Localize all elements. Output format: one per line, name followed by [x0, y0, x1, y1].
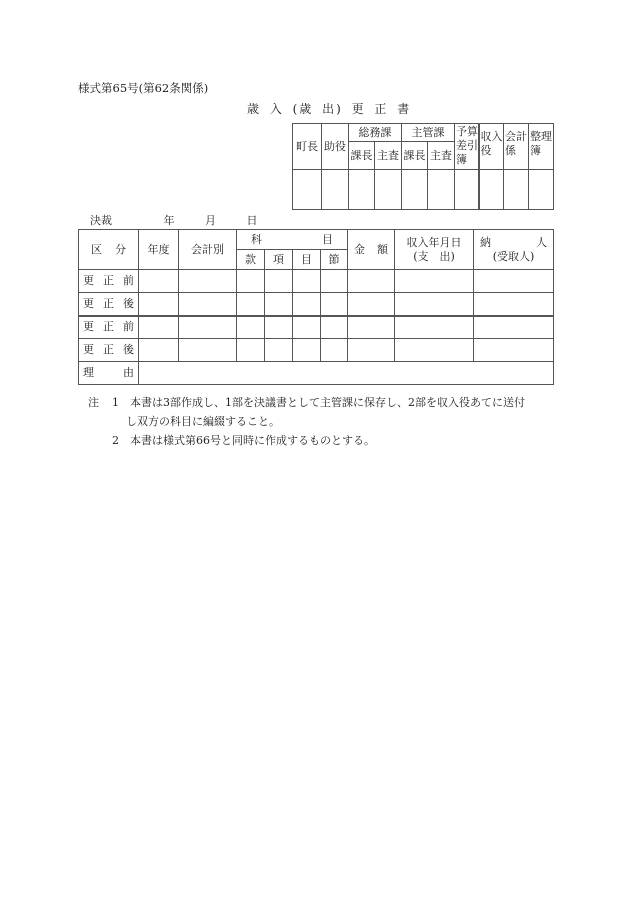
approval-treasurer: 収入役	[479, 124, 504, 170]
stamp-cell[interactable]	[529, 170, 554, 210]
stamp-cell[interactable]	[375, 170, 402, 210]
approval-general-affairs: 総務課	[349, 124, 402, 142]
note-item-continuation: し双方の科目に編綴すること。	[126, 415, 280, 428]
cell[interactable]	[395, 339, 474, 362]
stamp-cell[interactable]	[428, 170, 455, 210]
note-item: 2 本書は様式第66号と同時に作成するものとする。	[112, 434, 375, 447]
cell[interactable]	[265, 270, 293, 293]
stamp-cell[interactable]	[504, 170, 529, 210]
decision-day: 日	[246, 214, 258, 227]
cell[interactable]	[395, 316, 474, 339]
cell[interactable]	[321, 316, 348, 339]
decision-date	[90, 212, 258, 228]
header-subject: 科 目	[237, 230, 348, 250]
decision-year: 年	[163, 214, 175, 227]
header-receipt-date: 収入年月日 (支 出)	[395, 230, 474, 270]
header-kou: 項	[265, 250, 293, 270]
approval-mayor: 町長	[293, 124, 322, 170]
cell[interactable]	[474, 316, 554, 339]
approval-managing-dept: 主管課	[402, 124, 455, 142]
cell[interactable]	[395, 270, 474, 293]
approval-deputy: 助役	[322, 124, 349, 170]
header-setsu: 節	[321, 250, 348, 270]
decision-month: 月	[205, 214, 216, 227]
row-label: 更 正 後	[79, 293, 139, 316]
decision-label: 決裁	[90, 214, 112, 227]
approval-general-chief: 課長	[349, 142, 375, 170]
cell[interactable]	[474, 293, 554, 316]
header-kan: 款	[237, 250, 265, 270]
header-moku: 目	[293, 250, 321, 270]
cell[interactable]	[139, 293, 179, 316]
stamp-cell[interactable]	[349, 170, 375, 210]
cell[interactable]	[348, 316, 395, 339]
table-row	[79, 316, 554, 339]
document-title: 歳 入 (歳 出) 更 正 書	[247, 102, 412, 116]
header-fiscal-year: 年度	[139, 230, 179, 270]
approval-stamp-row	[293, 170, 554, 210]
cell[interactable]	[179, 270, 237, 293]
cell[interactable]	[237, 270, 265, 293]
approval-managing-chief: 課長	[402, 142, 428, 170]
cell[interactable]	[179, 293, 237, 316]
row-label: 更 正 前	[79, 316, 139, 339]
approval-budget-ledger: 予算差引簿	[455, 124, 479, 170]
stamp-cell[interactable]	[293, 170, 322, 210]
stamp-cell[interactable]	[322, 170, 349, 210]
cell[interactable]	[321, 339, 348, 362]
row-label: 更 正 後	[79, 339, 139, 362]
approval-register: 整理簿	[529, 124, 554, 170]
cell[interactable]	[237, 316, 265, 339]
cell[interactable]	[139, 316, 179, 339]
cell[interactable]	[321, 270, 348, 293]
cell[interactable]	[265, 339, 293, 362]
cell[interactable]	[348, 270, 395, 293]
cell[interactable]	[348, 293, 395, 316]
stamp-cell[interactable]	[479, 170, 504, 210]
form-number: 様式第65号(第62条関係)	[78, 81, 209, 95]
cell[interactable]	[237, 293, 265, 316]
cell[interactable]	[179, 339, 237, 362]
stamp-cell[interactable]	[402, 170, 428, 210]
cell[interactable]	[139, 339, 179, 362]
reason-row	[79, 362, 554, 385]
approval-table	[292, 123, 554, 210]
notes-prefix: 注	[88, 396, 99, 409]
cell[interactable]	[179, 316, 237, 339]
header-payer: 納 人 (受取人)	[474, 230, 554, 270]
reason-label: 理 由	[79, 362, 139, 385]
stamp-cell[interactable]	[455, 170, 479, 210]
cell[interactable]	[348, 339, 395, 362]
note-item: 注 1 本書は3部作成し、1部を決議書として主管課に保存し、2部を収入役あてに送付	[88, 393, 525, 412]
approval-general-inspector: 主査	[375, 142, 402, 170]
cell[interactable]	[293, 339, 321, 362]
table-row	[79, 293, 554, 316]
notes	[88, 393, 525, 450]
cell[interactable]	[237, 339, 265, 362]
cell[interactable]	[265, 316, 293, 339]
cell[interactable]	[293, 316, 321, 339]
table-row	[79, 270, 554, 293]
cell[interactable]	[474, 339, 554, 362]
cell[interactable]	[395, 293, 474, 316]
cell[interactable]	[474, 270, 554, 293]
header-division: 区 分	[79, 230, 139, 270]
cell[interactable]	[265, 293, 293, 316]
correction-table	[78, 229, 554, 385]
cell[interactable]	[321, 293, 348, 316]
header-amount: 金 額	[348, 230, 395, 270]
cell[interactable]	[139, 270, 179, 293]
reason-field[interactable]	[139, 362, 554, 385]
table-row	[79, 339, 554, 362]
row-label: 更 正 前	[79, 270, 139, 293]
approval-accounting: 会計係	[504, 124, 529, 170]
cell[interactable]	[293, 293, 321, 316]
approval-managing-inspector: 主査	[428, 142, 455, 170]
header-account: 会計別	[179, 230, 237, 270]
cell[interactable]	[293, 270, 321, 293]
